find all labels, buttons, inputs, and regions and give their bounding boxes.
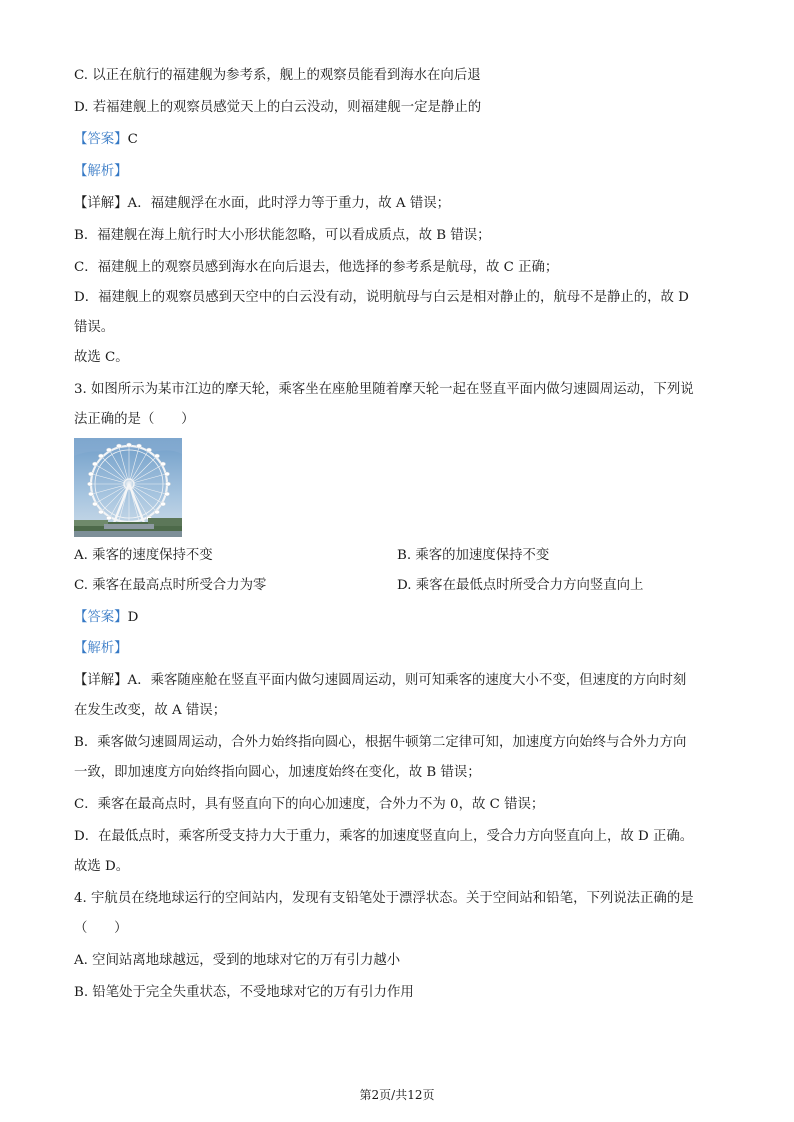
q2-answer [74, 130, 138, 150]
q3-detail-c: C．乘客在最高点时，具有竖直向下的向心加速度，合外力不为 0，故 C 错误； [74, 797, 545, 812]
q2-detail-b: B．福建舰在海上航行时大小形状能忽略，可以看成质点，故 B 错误； [74, 228, 491, 243]
answer-value: C [127, 132, 138, 147]
q4-stem-line2: （ ） [74, 921, 128, 936]
q3-detail-b: B．乘客做匀速圆周运动，合外力始终指向圆心，根据牛顿第二定律可知，加速度方向始终与合外力方向 [74, 735, 687, 750]
q3-answer [74, 608, 138, 628]
q4-stem-line1: 4. 宇航员在绕地球运行的空间站内，发现有支铅笔处于漂浮状态。关于空间站和铅笔，下列说法正确的是 [74, 891, 694, 906]
q2-detail-a: 【详解】A．福建舰浮在水面，此时浮力等于重力，故 A 错误； [74, 196, 451, 211]
answer-label: 【答案】 [74, 132, 128, 147]
ferris-wheel-photo [74, 438, 182, 537]
q3-detail-d: D．在最低点时，乘客所受支持力大于重力，乘客的加速度竖直向上，受合力方向竖直向上，故 D 正确。 [74, 829, 694, 844]
q3-detail-a-cont: 在发生改变，故 A 错误； [74, 703, 227, 718]
q3-detail-a: 【详解】A．乘客随座舱在竖直平面内做匀速圆周运动，则可知乘客的速度大小不变，但速度的方向时刻 [74, 673, 687, 688]
q4-option-b: B. 铅笔处于完全失重状态，不受地球对它的万有引力作用 [74, 985, 414, 1000]
q2-analysis-label: 【解析】 [74, 164, 128, 179]
q3-option-a: A. 乘客的速度保持不变 [74, 548, 213, 563]
q3-option-d: D. 乘客在最低点时所受合力方向竖直向上 [397, 578, 644, 593]
q3-stem-line2: 法正确的是（ ） [74, 412, 195, 427]
q3-option-b: B. 乘客的加速度保持不变 [397, 548, 550, 563]
q3-option-c: C. 乘客在最高点时所受合力为零 [74, 578, 267, 593]
q3-stem-line1: 3. 如图所示为某市江边的摩天轮，乘客坐在座舱里随着摩天轮一起在竖直平面内做匀速圆周运动，下列说 [74, 382, 694, 397]
answer-value: D [127, 610, 139, 625]
q2-option-d: D. 若福建舰上的观察员感觉天上的白云没动，则福建舰一定是静止的 [74, 100, 482, 115]
q2-detail-d: D．福建舰上的观察员感到天空中的白云没有动，说明航母与白云是相对静止的，航母不是静止的，故 D [74, 290, 689, 305]
q2-detail-d-cont: 错误。 [74, 320, 115, 335]
q2-option-c: C. 以正在航行的福建舰为参考系，舰上的观察员能看到海水在向后退 [74, 68, 481, 83]
q2-conclusion: 故选 C。 [74, 350, 129, 365]
q3-detail-b-cont: 一致，即加速度方向始终指向圆心，加速度始终在变化，故 B 错误； [74, 765, 481, 780]
q4-option-a: A. 空间站离地球越远，受到的地球对它的万有引力越小 [74, 953, 401, 968]
q3-analysis-label: 【解析】 [74, 641, 128, 656]
q3-conclusion: 故选 D。 [74, 859, 130, 874]
page-number: 第2页/共12页 [359, 1088, 435, 1102]
answer-label: 【答案】 [74, 610, 128, 625]
q2-detail-c: C．福建舰上的观察员感到海水在向后退去，他选择的参考系是航母，故 C 正确； [74, 260, 559, 275]
